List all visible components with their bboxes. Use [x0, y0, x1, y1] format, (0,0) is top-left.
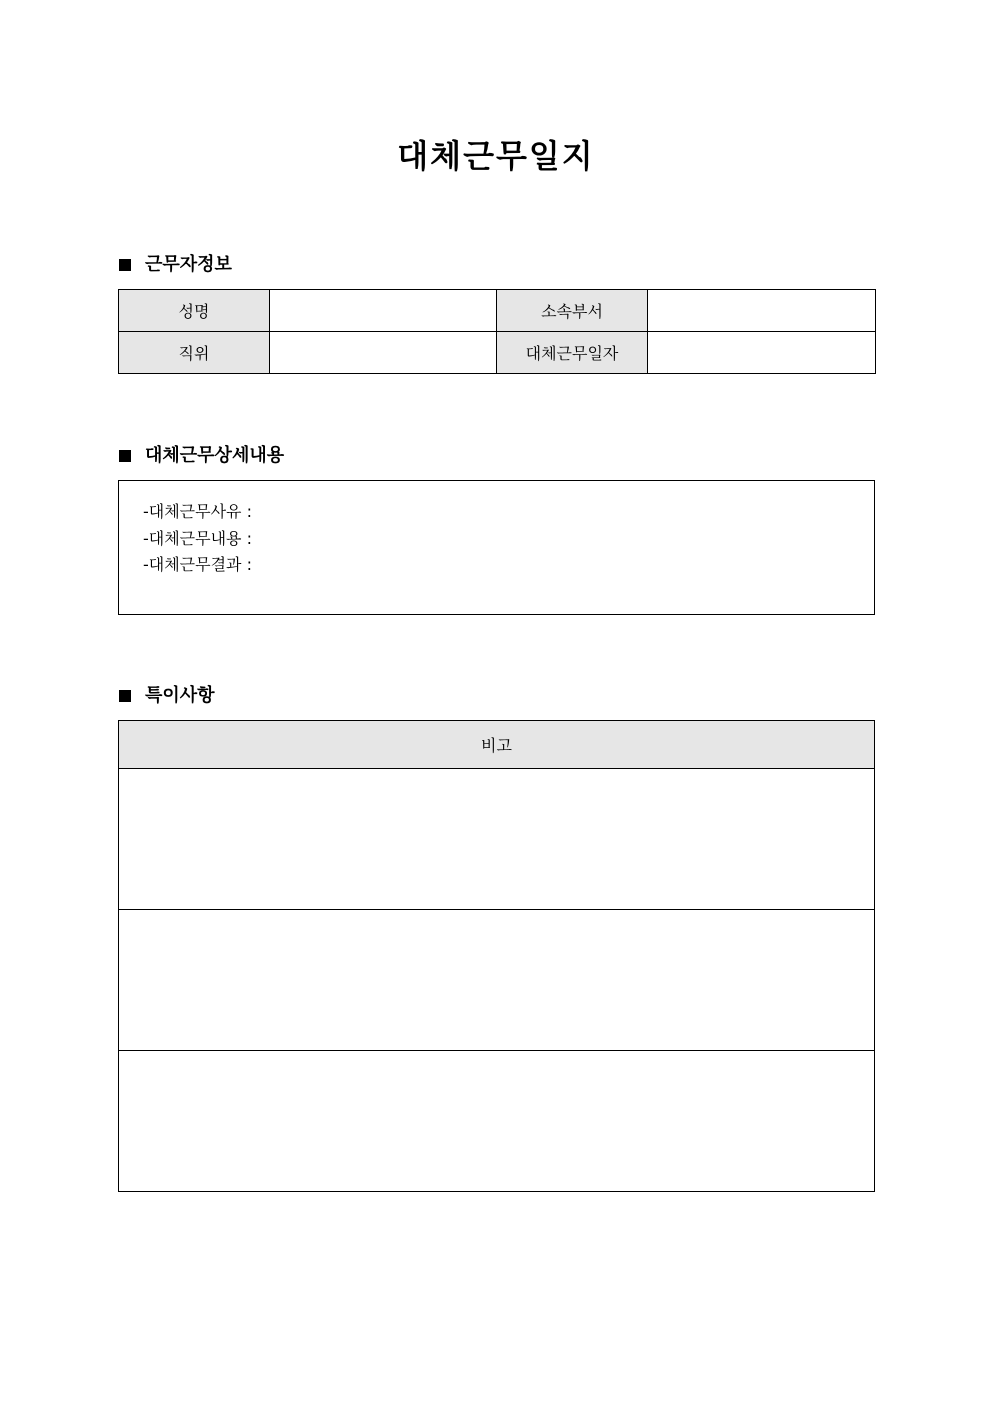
table-row [119, 1051, 875, 1192]
remarks-table [118, 720, 875, 1192]
table-row [119, 290, 876, 332]
details-box[interactable] [118, 480, 875, 615]
section-heading-label: 근무자정보 [145, 254, 232, 275]
square-bullet-icon [119, 690, 131, 702]
square-bullet-icon [119, 450, 131, 462]
position-field[interactable] [270, 332, 497, 374]
substitute-date-label: 대체근무일자 [497, 332, 648, 374]
remarks-column-header: 비고 [119, 721, 875, 769]
position-label: 직위 [119, 332, 270, 374]
section-heading-details [119, 444, 284, 468]
department-label: 소속부서 [497, 290, 648, 332]
department-field[interactable] [648, 290, 876, 332]
remarks-row-1[interactable] [119, 769, 875, 910]
name-field[interactable] [270, 290, 497, 332]
table-header-row [119, 721, 875, 769]
section-heading-worker-info [119, 253, 232, 277]
table-row [119, 332, 876, 374]
name-label: 성명 [119, 290, 270, 332]
section-heading-label: 특이사항 [145, 685, 215, 706]
table-row [119, 769, 875, 910]
section-heading-remarks [119, 684, 215, 708]
remarks-row-2[interactable] [119, 910, 875, 1051]
table-row [119, 910, 875, 1051]
detail-line-content: -대체근무내용 : [143, 528, 252, 548]
section-heading-label: 대체근무상세내용 [145, 445, 285, 466]
substitute-date-field[interactable] [648, 332, 876, 374]
square-bullet-icon [119, 259, 131, 271]
worker-info-table [118, 289, 876, 374]
details-lines [143, 499, 252, 579]
detail-line-result: -대체근무결과 : [143, 555, 252, 574]
document-title: 대체근무일지 [397, 137, 595, 175]
remarks-row-3[interactable] [119, 1051, 875, 1192]
detail-line-reason: -대체근무사유 : [143, 502, 252, 521]
